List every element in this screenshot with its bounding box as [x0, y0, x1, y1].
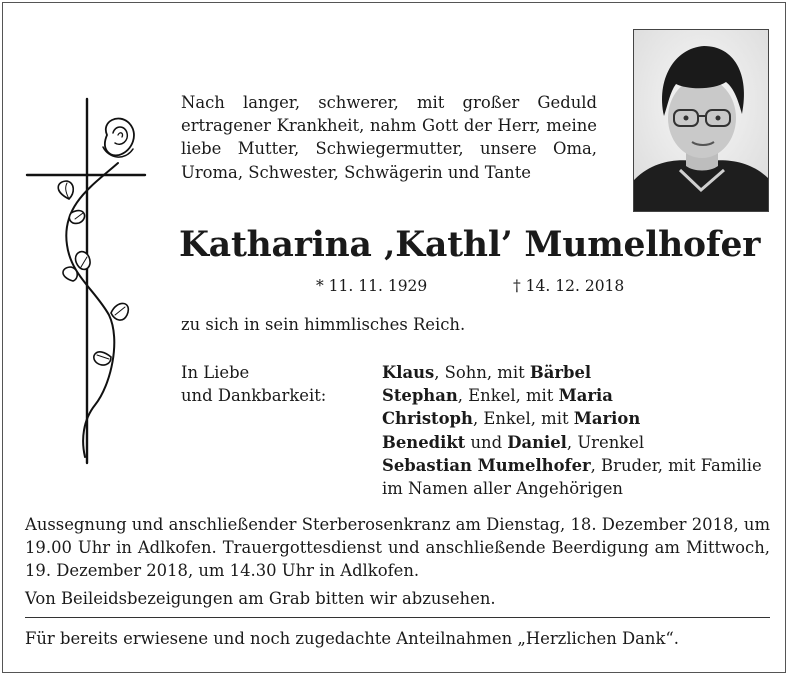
mourner-name: Stephan — [382, 386, 458, 406]
mourner-row — [382, 361, 762, 384]
mourner-row — [382, 384, 762, 407]
mourner-name: Klaus — [382, 363, 435, 382]
mourner-relation: , Enkel, mit — [457, 386, 559, 406]
cross-with-rose-icon — [23, 95, 148, 467]
love-label-line-2: und Dankbarkeit: — [181, 386, 327, 406]
love-label-line-1: In Liebe — [181, 363, 250, 382]
mourner-row — [382, 431, 762, 454]
obituary-notice — [2, 2, 786, 673]
birth-date: * 11. 11. 1929 — [316, 277, 428, 295]
mourner-relation: und — [465, 432, 508, 452]
condolence-note: Von Beileidsbezeigungen am Grab bitten wir abzusehen. — [25, 589, 496, 608]
intro-text: Nach langer, schwerer, mit großer Geduld ertragener Krankheit, nahm Gott der Herr, meine liebe Mutter, Schwiegermutter, unsere Oma, Uroma, Schwester, Schwägerin und Tante — [181, 93, 597, 182]
mourner-name: Benedikt — [382, 432, 466, 452]
mourner-relation: im Namen aller Angehörigen — [382, 479, 623, 499]
mourner-name: Daniel — [507, 432, 567, 452]
mourner-list — [382, 361, 762, 500]
mourner-name: Maria — [558, 386, 613, 406]
heaven-line: zu sich in sein himmlisches Reich. — [181, 315, 466, 334]
mourner-name: Bärbel — [529, 363, 592, 382]
mourner-relation: , Enkel, mit — [472, 409, 574, 429]
love-label — [181, 361, 326, 407]
deceased-name: Katharina ‚Kathl’ Mumelhofer — [179, 225, 761, 265]
mourner-relation: , Sohn, mit — [434, 363, 530, 382]
mourner-row — [382, 407, 762, 430]
mourner-row — [382, 454, 762, 477]
mourner-name: Christoph — [382, 409, 473, 429]
death-date: † 14. 12. 2018 — [513, 277, 625, 295]
mourner-relation: , Bruder, mit Familie — [590, 455, 762, 475]
mourner-relation: , Urenkel — [566, 432, 645, 452]
portrait-photo — [633, 29, 769, 212]
mourner-name: Sebastian Mumelhofer — [382, 455, 591, 475]
divider — [25, 617, 770, 618]
mourner-name: Marion — [573, 409, 641, 429]
service-text: Aussegnung und anschließender Sterberosenkranz am Dienstag, 18. Dezember 2018, um 19.00 Uhr in Adlkofen. Trauergottesdienst und anschließende Beerdigung am Mittwoch, 19. Dezember 2018, um 14.30 Uhr in Adlkofen. — [25, 515, 770, 581]
thanks-text: Für bereits erwiesene und noch zugedachte Anteilnahmen „Herzlichen Dank“. — [25, 629, 679, 648]
mourner-row — [382, 477, 762, 500]
